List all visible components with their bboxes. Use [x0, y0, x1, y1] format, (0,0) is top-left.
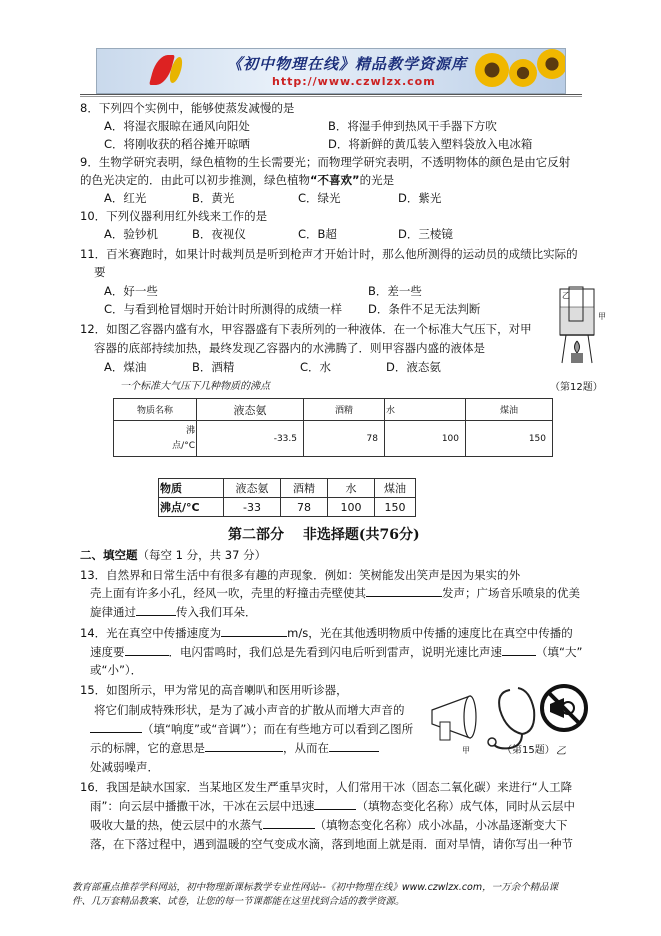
footer-line-2: 件、几万套精品教案、试卷，让您的每一节课都能在这里找到合适的教学资源。: [72, 896, 405, 907]
option-12c: C．水: [300, 360, 332, 374]
question-15-line2: 将它们制成特殊形状，是为了减小声音的扩散从而增大声音的: [94, 703, 405, 717]
answer-blank[interactable]: [329, 751, 379, 752]
table2-header: 酒精: [281, 479, 328, 498]
question-15-line4: 示的标牌，它的意思是 ，从而在: [90, 740, 379, 756]
figure-label-jia: 甲: [598, 312, 606, 321]
question-13-line1: 13．自然界和日常生活中有很多有趣的声现象．例如：笑树能发出笑声是因为果实的外: [80, 568, 521, 582]
table2-cell: -33: [224, 498, 281, 517]
option-11b: B．差一些: [368, 284, 422, 298]
header-rule: [80, 96, 582, 97]
table1-cell: 150: [466, 421, 553, 457]
question-11-line2: 要: [94, 265, 106, 279]
question-16-line4: 落，在下落过程中，遇到温暖的空气变成水滴，落到地面上就是雨．面对旱情，请你写出一种节: [90, 837, 573, 851]
question-9-line1: 9．生物学研究表明，绿色植物的生长需要光；而物理学研究表明，不透明物体的颜色是由它反射: [80, 155, 571, 169]
banner-title: 《初中物理在线》精品教学资源库: [227, 55, 468, 73]
figure-caption-15: （第15题）: [502, 745, 555, 756]
figure-label-jia: 甲: [462, 746, 470, 755]
option-8c: C．将刚收获的稻谷摊开晾晒: [104, 137, 251, 151]
question-16-line3: 吸收大量的热，使云层中的水蒸气 （填物态变化名称）成小冰晶，小冰晶逐渐变大下: [90, 818, 568, 832]
sunflower-icon: [537, 49, 566, 79]
question-14-line2: 速度要 ．电闪雷鸣时，我们总是先看到闪电后听到雷声，说明光速比声速 （填“大”: [90, 645, 583, 659]
option-11c: C．与看到枪冒烟时开始计时所测得的成绩一样: [104, 302, 343, 316]
question-10: 10．下列仪器利用红外线来工作的是: [80, 209, 268, 223]
option-8d: D．将新鲜的黄瓜装入塑料袋放入电冰箱: [328, 137, 533, 151]
part-2-title: 第二部分 非选择题(共76分): [228, 527, 420, 543]
option-12a: A．煤油: [104, 360, 147, 374]
option-10b: B．夜视仪: [192, 227, 246, 241]
table1-row-label: 沸 点/°C: [114, 421, 197, 457]
table1-header: 酒精: [304, 399, 385, 421]
figure-caption-12: （第12题）: [550, 382, 603, 393]
option-10c: C．B超: [298, 227, 337, 241]
answer-blank[interactable]: [125, 655, 169, 656]
question-15-line5: 处减弱噪声．: [90, 760, 159, 774]
question-8: 8．下列四个实例中，能够使蒸发减慢的是: [80, 101, 295, 115]
option-12b: B．酒精: [192, 360, 235, 374]
table1-cell: 78: [304, 421, 385, 457]
figure-label-yi: 乙: [562, 291, 570, 300]
boiling-point-table-2: [158, 478, 416, 517]
answer-blank[interactable]: [90, 732, 142, 733]
boiling-point-table-1: [113, 398, 553, 457]
table2-header: 液态氨: [224, 479, 281, 498]
question-14-line1: 14．光在真空中传播速度为 m/s，光在其他透明物质中传播的速度比在真空中传播的: [80, 626, 573, 640]
table2-cell: 150: [375, 498, 416, 517]
answer-blank[interactable]: [366, 596, 442, 597]
question-14-line3: 或“小”）．: [90, 663, 143, 677]
option-8a: A．将湿衣服晾在通风向阳处: [104, 119, 250, 133]
option-8b: B．将湿手伸到热风干手器下方吹: [328, 119, 497, 133]
section-2-heading: 二、填空题（每空 1 分，共 37 分）: [80, 548, 267, 562]
sunflower-icon: [475, 53, 509, 87]
option-9b: B．黄光: [192, 191, 235, 205]
option-10a: A．验钞机: [104, 227, 158, 241]
question-13-line2: 壳上面有许多小孔，经风一吹，壳里的籽撞击壳壁使其 发声；广场音乐喷泉的优美: [90, 586, 580, 600]
table1-header: 水: [385, 399, 466, 421]
question-9-line2: 的色光决定的．由此可以初步推测，绿色植物“不喜欢”的光是: [80, 173, 395, 187]
question-16-line2: 雨”：向云层中播撒干冰，干冰在云层中迅速 （填物态变化名称）成气体，同时从云层中: [90, 799, 575, 813]
header-rule: [80, 94, 582, 95]
question-11-line1: 11．百米赛跑时，如果计时裁判员是听到枪声才开始计时，那么他所测得的运动员的成绩比实际的: [80, 247, 578, 261]
option-11a: A．好一些: [104, 284, 158, 298]
option-12d: D．液态氨: [386, 360, 441, 374]
answer-blank[interactable]: [205, 751, 283, 752]
table1-header: 煤油: [466, 399, 553, 421]
question-16-line1: 16．我国是缺水国家．当某地区发生严重旱灾时，人们常用干冰（固态二氧化碳）来进行“人工降: [80, 780, 573, 794]
table1-header: 液态氨: [197, 399, 304, 421]
answer-blank[interactable]: [263, 828, 315, 829]
question-15-line3: （填“响度”或“音调”）；而在有些地方可以看到乙图所: [90, 721, 413, 737]
answer-blank[interactable]: [502, 655, 536, 656]
table2-cell: 78: [281, 498, 328, 517]
table1-header: 物质名称: [114, 399, 197, 421]
option-9c: C．绿光: [298, 191, 341, 205]
question-12-line1: 12．如图乙容器内盛有水，甲容器盛有下表所列的一种液体．在一个标准大气压下，对甲: [80, 322, 532, 336]
answer-blank[interactable]: [314, 809, 356, 810]
table1-title: 一个标准大气压下几种物质的沸点: [120, 381, 270, 392]
option-9a: A．红光: [104, 191, 147, 205]
table2-row-label: 沸点/°C: [159, 498, 224, 517]
banner-url[interactable]: http://www.czwlzx.com: [272, 75, 436, 88]
header-banner: [96, 48, 566, 94]
table2-cell: 100: [328, 498, 375, 517]
option-10d: D．三棱镜: [398, 227, 453, 241]
table1-cell: -33.5: [197, 421, 304, 457]
footer-promo: [72, 881, 592, 909]
figure-label-yi: 乙: [556, 746, 566, 757]
table2-header: 煤油: [375, 479, 416, 498]
question-13-line3: 旋律通过 传入我们耳朵．: [90, 605, 257, 619]
table2-header: 物质: [159, 479, 224, 498]
question-15-line1: 15．如图所示，甲为常见的高音喇叭和医用听诊器，: [80, 683, 348, 697]
answer-blank[interactable]: [221, 636, 287, 637]
beaker-heating-figure: [552, 283, 602, 373]
footer-line-1: 教育部重点推荐学科网站，初中物理新课标教学专业性网站--《初中物理在线》www.czwlzx.com，一万余个精品课: [72, 882, 559, 893]
question-12-line2: 容器的底部持续加热，最终发现乙容器内的水沸腾了．则甲容器内盛的液体是: [94, 341, 485, 355]
option-9d: D．紫光: [398, 191, 442, 205]
table2-header: 水: [328, 479, 375, 498]
option-11d: D．条件不足无法判断: [368, 302, 481, 316]
sunflower-icon: [509, 59, 537, 87]
table1-cell: 100: [385, 421, 466, 457]
answer-blank[interactable]: [136, 615, 176, 616]
